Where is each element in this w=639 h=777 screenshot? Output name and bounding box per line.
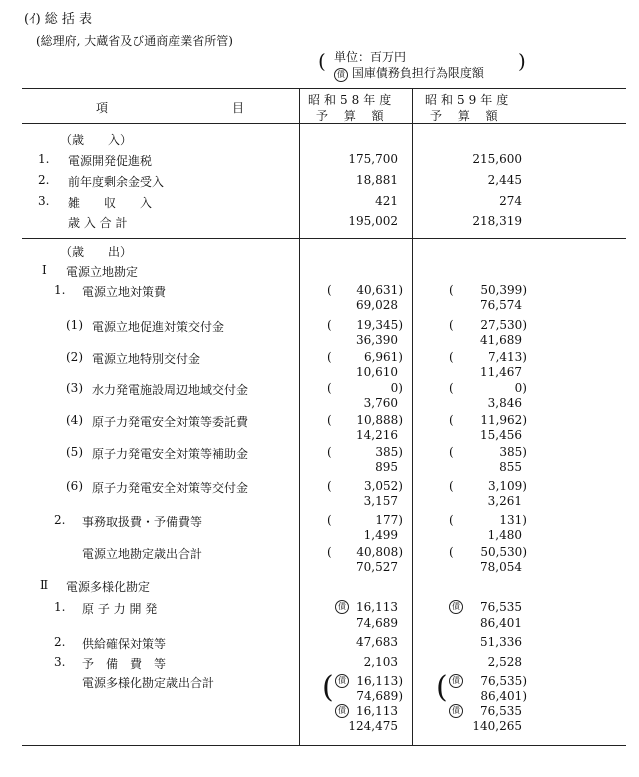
exp-row-paren-58: 6,961) <box>363 350 403 364</box>
open-paren-58: ( <box>327 381 332 395</box>
sec1-no: Ⅰ <box>42 263 47 277</box>
exp-row-value-58: 14,216 <box>356 428 398 442</box>
nuc-no: 1. <box>54 600 66 614</box>
exp-row-value-58: 36,390 <box>356 333 398 347</box>
exp-row-paren-59: 27,530) <box>480 318 527 332</box>
col-divider-1 <box>299 88 300 745</box>
debt-mark-icon: 債 <box>335 600 349 614</box>
sec1-label: 電源立地勘定 <box>66 265 139 279</box>
exp-row-value-59: 3,261 <box>487 494 522 508</box>
header-59-line2: 予 算 額 <box>430 109 504 123</box>
open-paren-59: ( <box>449 283 454 297</box>
exp-row-value-58: 70,527 <box>356 560 398 574</box>
debt-mark-icon: 債 <box>335 704 349 718</box>
supply-no: 2. <box>54 635 66 649</box>
div-total-brace-58: ( <box>322 670 334 705</box>
open-paren-59: ( <box>449 350 454 364</box>
exp-row-label: 電源立地対策費 <box>82 285 167 299</box>
exp-row-paren-59: 131) <box>499 513 527 527</box>
open-paren-58: ( <box>327 445 332 459</box>
supply-v58: 47,683 <box>356 635 398 649</box>
expenditure-heading: （歳 出） <box>60 245 133 259</box>
nuc-c58: 16,113 <box>356 600 398 614</box>
rev-58-3: 421 <box>375 194 398 208</box>
debt-mark-icon: 債 <box>449 600 463 614</box>
open-paren-58: ( <box>327 350 332 364</box>
table-bottom-rule <box>22 745 626 746</box>
subtitle: (総理府, 大蔵省及び通商産業省所管) <box>36 34 233 48</box>
exp-row-label: 電源立地勘定歳出合計 <box>82 547 203 561</box>
exp-row-paren-59: 0) <box>514 381 527 395</box>
revenue-heading: （歳 入） <box>60 133 133 147</box>
rev-no-1: 1. <box>38 152 50 166</box>
exp-row-paren-59: 50,399) <box>480 283 527 297</box>
rev-total-59: 218,319 <box>472 214 522 228</box>
open-paren-59: ( <box>449 513 454 527</box>
div-a59: 76,535) <box>480 674 527 688</box>
exp-row-no: (5) <box>66 445 83 459</box>
exp-row-paren-58: 177) <box>375 513 403 527</box>
rev-total-58: 195,002 <box>348 214 398 228</box>
exp-row-paren-58: 19,345) <box>356 318 403 332</box>
debt-mark-icon: 債 <box>449 674 463 688</box>
exp-row-paren-59: 11,962) <box>480 413 527 427</box>
exp-row-label: 原子力発電安全対策等補助金 <box>92 447 249 461</box>
div-c59: 76,535 <box>480 704 522 718</box>
exp-row-label: 電源立地特別交付金 <box>92 352 201 366</box>
exp-row-paren-58: 0) <box>390 381 403 395</box>
rev-58-2: 18,881 <box>356 173 398 187</box>
header-58-line1: 昭和58年度 <box>308 93 396 107</box>
rev-label-2: 前年度剰余金受入 <box>68 175 165 189</box>
exp-row-label: 原子力発電安全対策等委託費 <box>92 415 249 429</box>
rev-58-1: 175,700 <box>348 152 398 166</box>
div-total-brace-59: ( <box>436 670 448 705</box>
div-a58: 16,113) <box>356 674 403 688</box>
table-top-rule <box>22 88 626 89</box>
header-59-line1: 昭和59年度 <box>425 93 513 107</box>
exp-row-paren-58: 10,888) <box>356 413 403 427</box>
rev-59-2: 2,445 <box>487 173 522 187</box>
exp-row-value-59: 3,846 <box>487 396 522 410</box>
exp-row-no: (1) <box>66 318 83 332</box>
exp-row-paren-59: 7,413) <box>487 350 527 364</box>
exp-row-value-59: 15,456 <box>480 428 522 442</box>
open-paren-58: ( <box>327 283 332 297</box>
debt-mark-icon: 債 <box>334 68 348 82</box>
debt-mark-icon: 債 <box>335 674 349 688</box>
nuc-c59: 76,535 <box>480 600 522 614</box>
exp-row-value-59: 41,689 <box>480 333 522 347</box>
exp-row-no: (2) <box>66 350 83 364</box>
exp-row-label: 水力発電施設周辺地域交付金 <box>92 383 249 397</box>
revenue-rule <box>22 238 626 239</box>
div-b59: 86,401) <box>480 689 527 703</box>
open-paren-58: ( <box>327 318 332 332</box>
exp-row-value-58: 1,499 <box>363 528 398 542</box>
reserve-v58: 2,103 <box>363 655 398 669</box>
open-paren-59: ( <box>449 413 454 427</box>
rev-label-3: 雑 収 入 <box>68 196 153 210</box>
exp-row-label: 原子力発電安全対策等交付金 <box>92 481 249 495</box>
supply-label: 供給確保対策等 <box>82 637 167 651</box>
exp-row-value-58: 69,028 <box>356 298 398 312</box>
exp-row-paren-58: 40,631) <box>356 283 403 297</box>
open-paren-59: ( <box>449 318 454 332</box>
rev-no-3: 3. <box>38 194 50 208</box>
open-paren-58: ( <box>327 545 332 559</box>
exp-row-no: (6) <box>66 479 83 493</box>
exp-row-paren-59: 3,109) <box>487 479 527 493</box>
exp-row-value-59: 855 <box>499 460 522 474</box>
exp-row-no: 1. <box>54 283 66 297</box>
nuc-v58: 74,689 <box>356 616 398 630</box>
open-paren-59: ( <box>449 479 454 493</box>
header-item-1: 項 <box>96 101 109 115</box>
exp-row-no: (3) <box>66 381 83 395</box>
exp-row-paren-59: 385) <box>499 445 527 459</box>
rev-total-label: 歳 入 合 計 <box>68 216 128 230</box>
open-paren-59: ( <box>449 445 454 459</box>
exp-row-no: 2. <box>54 513 66 527</box>
exp-row-value-59: 11,467 <box>480 365 522 379</box>
div-c58: 16,113 <box>356 704 398 718</box>
div-d59: 140,265 <box>472 719 522 733</box>
rev-59-1: 215,600 <box>472 152 522 166</box>
header-item-2: 目 <box>232 101 245 115</box>
unit-bracket-right: ) <box>518 49 526 73</box>
exp-row-paren-59: 50,530) <box>480 545 527 559</box>
exp-row-paren-58: 40,808) <box>356 545 403 559</box>
reserve-no: 3. <box>54 655 66 669</box>
div-b58: 74,689) <box>356 689 403 703</box>
exp-row-value-59: 1,480 <box>487 528 522 542</box>
debt-mark-icon: 債 <box>449 704 463 718</box>
open-paren-59: ( <box>449 545 454 559</box>
open-paren-58: ( <box>327 479 332 493</box>
rev-no-2: 2. <box>38 173 50 187</box>
exp-row-paren-58: 3,052) <box>363 479 403 493</box>
sec2-no: Ⅱ <box>40 578 49 592</box>
exp-row-value-58: 3,760 <box>363 396 398 410</box>
nuc-label: 原 子 力 開 発 <box>82 602 158 616</box>
sec2-label: 電源多様化勘定 <box>66 580 151 594</box>
supply-v59: 51,336 <box>480 635 522 649</box>
exp-row-value-59: 78,054 <box>480 560 522 574</box>
div-d58: 124,475 <box>348 719 398 733</box>
unit-line2: 国庫債務負担行為限度額 <box>351 66 484 80</box>
rev-label-1: 電源開発促進税 <box>68 154 153 168</box>
nuc-v59: 86,401 <box>480 616 522 630</box>
open-paren-59: ( <box>449 381 454 395</box>
open-paren-58: ( <box>327 413 332 427</box>
unit-line2-wrap <box>334 64 484 82</box>
reserve-label: 予 備 費 等 <box>82 657 167 671</box>
exp-row-value-58: 3,157 <box>363 494 398 508</box>
exp-row-paren-58: 385) <box>375 445 403 459</box>
exp-row-value-58: 895 <box>375 460 398 474</box>
div-total-label: 電源多様化勘定歳出合計 <box>82 676 215 690</box>
unit-line1: 単位：百万円 <box>334 50 407 64</box>
exp-row-label: 電源立地促進対策交付金 <box>92 320 225 334</box>
exp-row-value-58: 10,610 <box>356 365 398 379</box>
unit-bracket-left: ( <box>318 49 326 73</box>
rev-59-3: 274 <box>499 194 522 208</box>
section-title: (ｲ) 総 括 表 <box>24 12 93 27</box>
reserve-v59: 2,528 <box>487 655 522 669</box>
exp-row-value-59: 76,574 <box>480 298 522 312</box>
header-58-line2: 予 算 額 <box>316 109 390 123</box>
open-paren-58: ( <box>327 513 332 527</box>
col-divider-2 <box>412 88 413 745</box>
exp-row-no: (4) <box>66 413 83 427</box>
exp-row-label: 事務取扱費・予備費等 <box>82 515 203 529</box>
